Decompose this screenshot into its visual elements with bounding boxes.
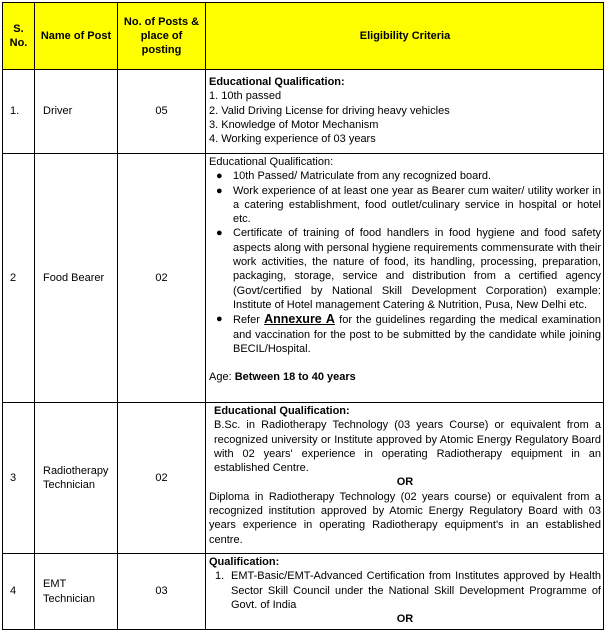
row-sno: 3 (3, 403, 35, 554)
criteria-line: 1. 10th passed (209, 90, 282, 103)
table-row (3, 403, 604, 554)
table-row (3, 154, 604, 403)
list-item: 1. EMT-Basic/EMT-Advanced Certification from Institutes approved by Health Sector Skill Council under the National Skill Development Programme of Govt. of India (215, 570, 601, 611)
criteria-heading: Qualification: (209, 556, 280, 568)
criteria-paragraph: Diploma in Radiotherapy Technology (02 years course) or equivalent from a recognized institution approved by Atomic Energy Regulatory Board with 03 years experience in operating Radiotherapy equipment's in an established centre. (209, 490, 601, 546)
annexure-a-link[interactable]: Annexure A (264, 312, 335, 327)
criteria-bullet-list (209, 169, 601, 356)
row-post-name: EMT Technician (35, 554, 118, 630)
header-row (3, 3, 604, 70)
list-item: ● Refer Annexure A for the guidelines regarding the medical examination and vaccination for the post to be submitted by the candidate while joining BECIL/Hospital. (216, 312, 601, 355)
criteria-line: 2. Valid Driving License for driving heavy vehicles (209, 104, 450, 117)
or-separator: OR (396, 476, 414, 489)
row-post-name: Food Bearer (35, 154, 118, 403)
eligibility-table (2, 2, 604, 630)
or-separator: OR (396, 613, 414, 626)
bullet-icon: ● (216, 227, 223, 240)
row-posts-count: 02 (118, 403, 206, 554)
header-sno: S. No. (3, 3, 35, 70)
table-row (3, 554, 604, 630)
table-row (3, 70, 604, 154)
list-item: ● 10th Passed/ Matriculate from any recognized board. (216, 170, 492, 183)
row-criteria (206, 403, 604, 554)
bullet-icon: ● (216, 313, 223, 326)
header-post-name: Name of Post (35, 3, 118, 70)
row-sno: 4 (3, 554, 35, 630)
row-posts-count: 05 (118, 70, 206, 154)
list-item: ● Certificate of training of food handlers in food hygiene and food safety aspects along with personal hygiene requirements commensurate with their work activities, the nature of food, its handling, processing, preparation, packaging, storage, service and distribution from a certified agency (Govt/certified by National Skill Development Corporation) example: Institute of Hotel management Catering & Nutrition, Pusa, New Delhi etc. (216, 227, 601, 311)
criteria-line: 3. Knowledge of Motor Mechanism (209, 118, 379, 131)
list-item: ● Work experience of at least one year as Bearer cum waiter/ utility worker in a catering establishment, food outlet/culinary service in hospital or hotel etc. (216, 184, 601, 226)
criteria-line: 4. Working experience of 03 years (209, 133, 376, 146)
header-no-of-posts: No. of Posts & place of posting (118, 3, 206, 70)
row-posts-count: 02 (118, 154, 206, 403)
header-eligibility: Eligibility Criteria (206, 3, 604, 70)
criteria-heading: Educational Qualification: (214, 405, 350, 417)
bullet-icon: ● (216, 184, 223, 197)
criteria-numbered-list (209, 569, 601, 612)
criteria-paragraph: B.Sc. in Radiotherapy Technology (03 years Course) or equivalent from a recognized university or Institute approved by Atomic Energy Regulatory Board with 02 years' experience in operating Radiotherapy equipment in an established Centre. (214, 419, 601, 475)
criteria-heading: Educational Qualification: (209, 76, 345, 88)
age-requirement: Age: Between 18 to 40 years (209, 371, 356, 384)
row-sno: 2 (3, 154, 35, 403)
criteria-heading: Educational Qualification: (209, 156, 334, 168)
row-post-name: Radiotherapy Technician (35, 403, 118, 554)
row-criteria (206, 154, 604, 403)
row-sno: 1. (3, 70, 35, 154)
row-criteria (206, 70, 604, 154)
bullet-icon: ● (216, 170, 223, 183)
row-posts-count: 03 (118, 554, 206, 630)
row-post-name: Driver (35, 70, 118, 154)
row-criteria (206, 554, 604, 630)
